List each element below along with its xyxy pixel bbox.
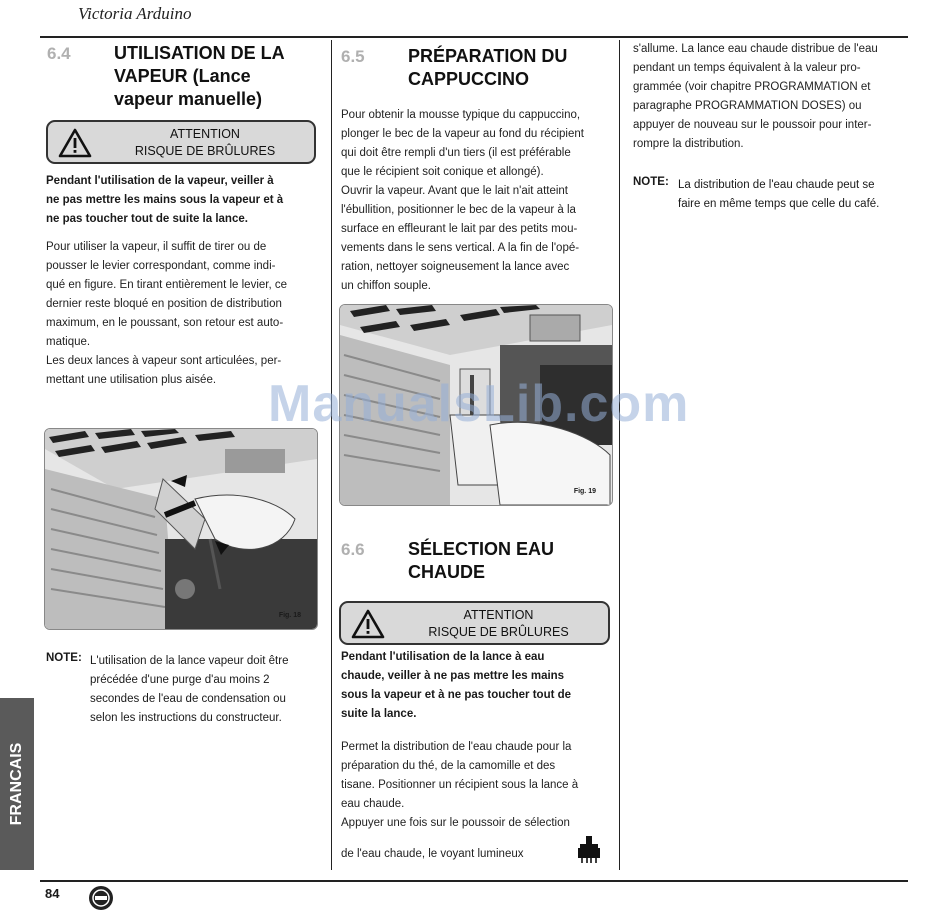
steam-usage-paragraph [46, 238, 316, 390]
text-line: ne pas mettre les mains sous la vapeur et à [46, 194, 284, 206]
text-line: Les deux lances à vapeur sont articulées, per- [46, 355, 282, 367]
text-line: La distribution de l'eau chaude peut se [678, 179, 875, 191]
language-tab [0, 698, 34, 870]
text-line: Pendant l'utilisation de la lance à eau [341, 651, 545, 663]
note-label: NOTE: [633, 176, 669, 188]
title-line: PRÉPARATION DU [408, 46, 568, 66]
figure-label: Fig. 18 [278, 612, 301, 619]
footer-rule [40, 880, 908, 882]
brand-logo: Victoria Arduino [78, 4, 192, 23]
steam-lever-illustration [45, 429, 317, 629]
text-line: qui doit être rempli d'un tiers (il est préférable [341, 147, 571, 159]
text-line: précédée d'une purge d'au moins 2 [90, 674, 270, 686]
column-divider-right [619, 40, 620, 870]
warning-line: RISQUE DE BRÛLURES [134, 144, 276, 158]
text-line: suite la lance. [341, 708, 417, 720]
title-line: VAPEUR (Lance [114, 66, 251, 86]
text-line: pousser le levier correspondant, comme indi- [46, 260, 276, 272]
cappuccino-paragraph [341, 106, 611, 296]
text-line: eau chaude. [341, 798, 405, 810]
brand-emblem-icon [86, 884, 116, 912]
warning-line: ATTENTION [463, 608, 534, 622]
text-line: faire en même temps que celle du café. [678, 198, 880, 210]
title-line: SÉLECTION EAU [408, 539, 555, 559]
text-line: grammée (voir chapitre PROGRAMMATION et [633, 81, 871, 93]
text-line: l'ébullition, positionner le bec de la vapeur à la [341, 204, 576, 216]
warning-triangle-icon [351, 609, 385, 639]
warning-text [395, 607, 602, 641]
figure-label: Fig. 19 [573, 488, 596, 495]
note-text [90, 652, 316, 728]
hot-water-paragraph [341, 738, 611, 864]
text-line: tisane. Positionner un récipient sous la lance à [341, 779, 579, 791]
text-line: paragraphe PROGRAMMATION DOSES) ou [633, 100, 862, 112]
text-line: selon les instructions du constructeur. [90, 712, 282, 724]
text-line: Permet la distribution de l'eau chaude pour la [341, 741, 572, 753]
text-line: dernier reste bloqué en position de distribution [46, 298, 282, 310]
note-text [678, 176, 907, 214]
text-line: secondes de l'eau de condensation ou [90, 693, 286, 705]
warning-triangle-icon [58, 128, 92, 158]
section-title-6-6 [408, 538, 613, 584]
page-number: 84 [45, 886, 60, 901]
text-line: L'utilisation de la lance vapeur doit être [90, 655, 289, 667]
safety-warning-paragraph [46, 172, 316, 229]
text-line: mettant une utilisation plus aisée. [46, 374, 217, 386]
title-line: CHAUDE [408, 562, 486, 582]
text-line: sous la vapeur et à ne pas toucher tout de [341, 689, 572, 701]
section-title-6-5 [408, 45, 613, 91]
text-line: plonger le bec de la vapeur au fond du récipient [341, 128, 584, 140]
hot-water-safety-paragraph [341, 648, 611, 724]
note-label: NOTE: [46, 652, 82, 664]
text-line: ration, nettoyer soigneusement la lance avec [341, 261, 570, 273]
language-label: FRANCAIS [8, 742, 25, 826]
text-line: rompre la distribution. [633, 138, 744, 150]
figure-18-steam-lever [44, 428, 318, 630]
section-number-6-5: 6.5 [341, 47, 365, 66]
text-line: pendant un temps équivalent à la valeur pro- [633, 62, 861, 74]
text-line: de l'eau chaude, le voyant lumineux [341, 848, 524, 860]
warning-box [46, 120, 316, 164]
text-line: préparation du thé, de la camomille et des [341, 760, 556, 772]
watermark: ManualsLib.com [268, 375, 690, 433]
text-line: chaude, veiller à ne pas mettre les mains [341, 670, 565, 682]
header-rule [40, 36, 908, 38]
text-line: Pour utiliser la vapeur, il suffit de tirer ou de [46, 241, 267, 253]
text-line: Pour obtenir la mousse typique du cappuccino, [341, 109, 581, 121]
text-line: appuyer de nouveau sur le poussoir pour inter- [633, 119, 872, 131]
text-line: surface en effleurant le lait par des petits mou- [341, 223, 578, 235]
title-line: UTILISATION DE LA [114, 43, 285, 63]
hot-water-continued-paragraph [633, 40, 907, 154]
title-line: CAPPUCCINO [408, 69, 530, 89]
text-line: s'allume. La lance eau chaude distribue de l'eau [633, 43, 878, 55]
warning-line: RISQUE DE BRÛLURES [428, 625, 569, 639]
text-line: maximum, en le poussant, son retour est auto- [46, 317, 284, 329]
text-line: ne pas toucher tout de suite la lance. [46, 213, 248, 225]
section-number-6-4: 6.4 [47, 44, 71, 63]
text-line: Appuyer une fois sur le poussoir de sélection [341, 817, 570, 829]
section-title-6-4 [114, 42, 324, 111]
warning-text [102, 126, 308, 160]
text-line: qué en figure. En tirant entièrement le levier, ce [46, 279, 288, 291]
warning-box [339, 601, 610, 645]
title-line: vapeur manuelle) [114, 89, 263, 109]
text-line: un chiffon souple. [341, 280, 431, 292]
text-line: que le récipient soit conique et allongé). [341, 166, 544, 178]
text-line: Ouvrir la vapeur. Avant que le lait n'ait atteint [341, 185, 569, 197]
hot-water-icon [576, 836, 602, 864]
column-divider-left [331, 40, 332, 870]
text-line: Pendant l'utilisation de la vapeur, veiller à [46, 175, 274, 187]
text-line: vements dans le sens vertical. A la fin de l'opé- [341, 242, 580, 254]
section-number-6-6: 6.6 [341, 540, 365, 559]
warning-line: ATTENTION [170, 127, 240, 141]
text-line: matique. [46, 336, 91, 348]
